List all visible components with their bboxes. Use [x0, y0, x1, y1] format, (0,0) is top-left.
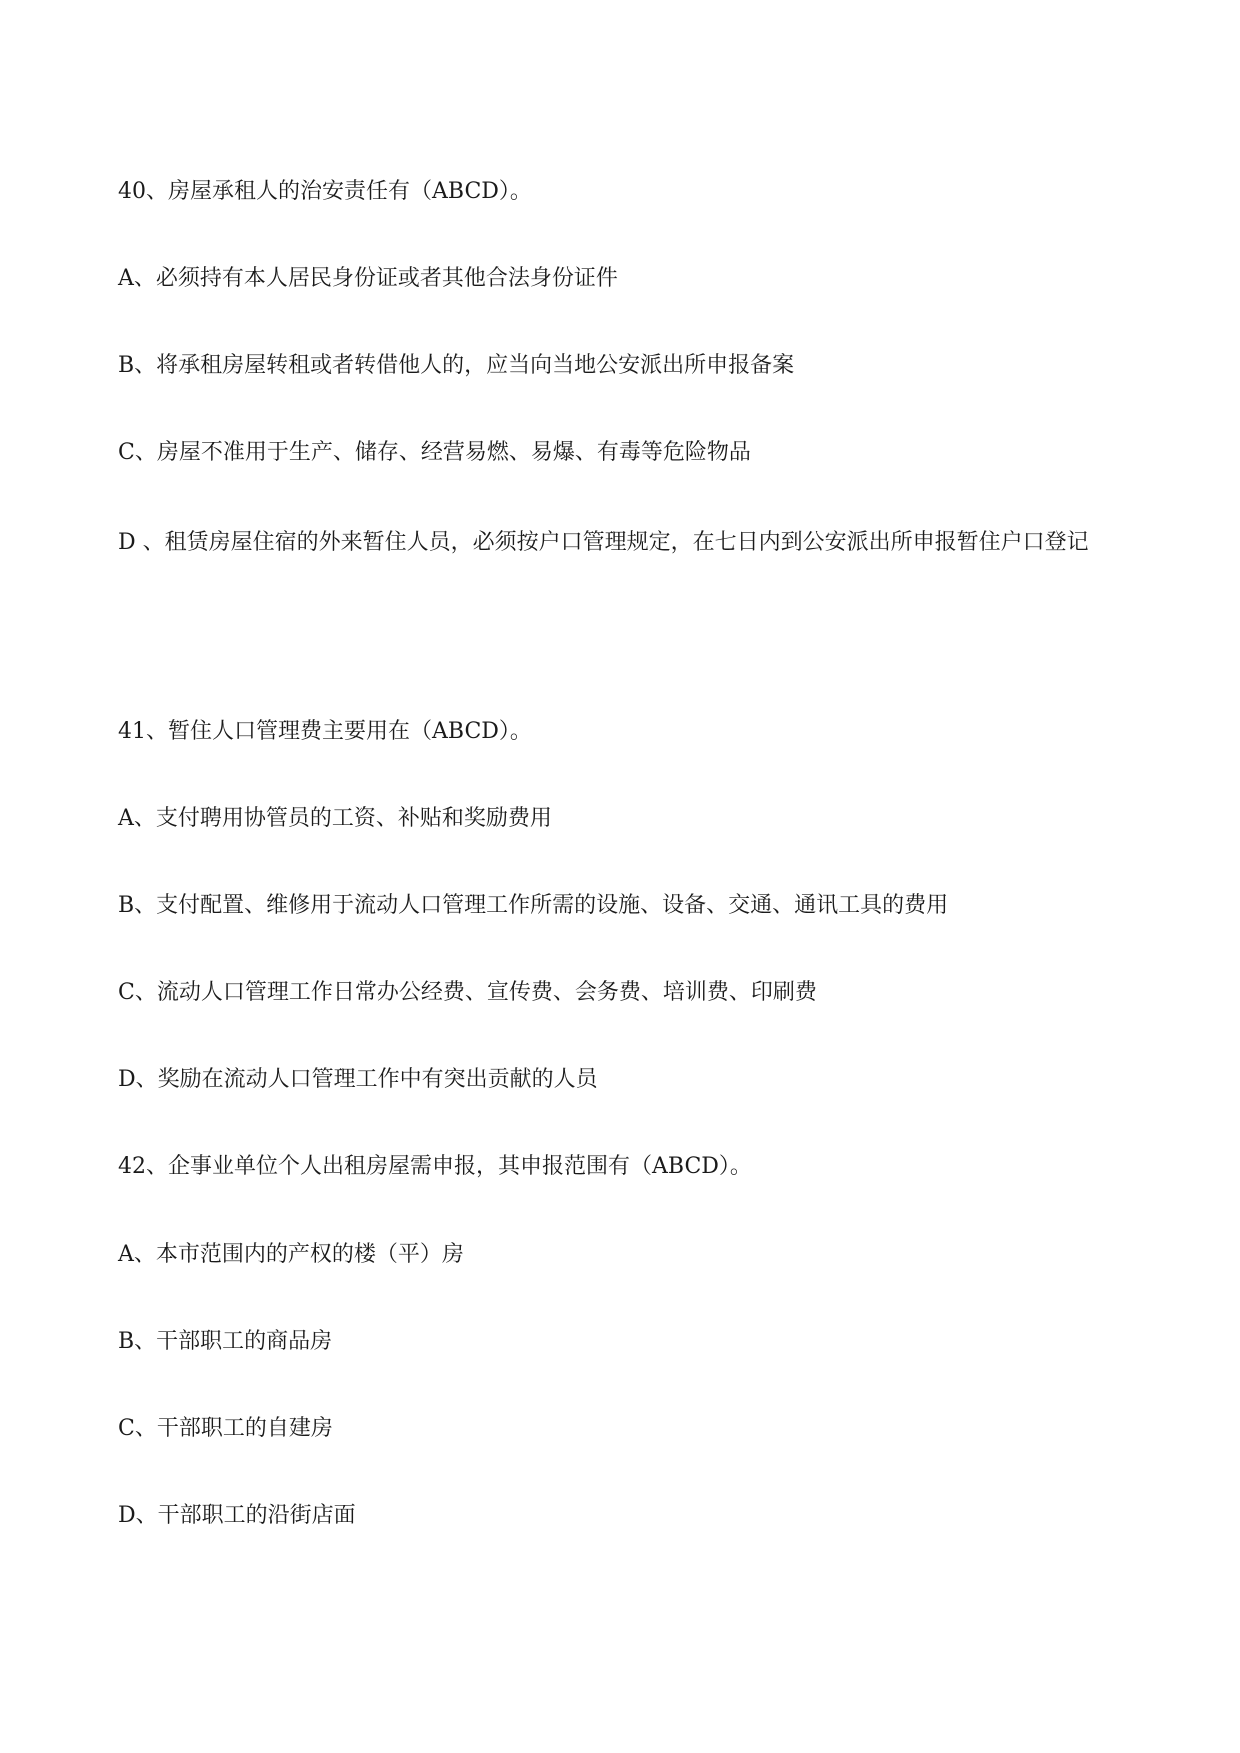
- question-40-stem: 40、房屋承租人的治安责任有（ABCD）。: [118, 179, 532, 204]
- question-42-option-c: C、干部职工的自建房: [118, 1416, 333, 1441]
- question-41-option-a: A、支付聘用协管员的工资、补贴和奖励费用: [118, 806, 552, 831]
- question-42-option-a: A、本市范围内的产权的楼（平）房: [118, 1242, 464, 1267]
- question-40-option-b: B、将承租房屋转租或者转借他人的，应当向当地公安派出所申报备案: [118, 353, 795, 378]
- question-40-option-c: C、房屋不准用于生产、储存、经营易燃、易爆、有毒等危险物品: [118, 440, 751, 465]
- question-40-option-d: D 、租赁房屋住宿的外来暂住人员，必须按户口管理规定，在七日内到公安派出所申报暂住户口登记: [118, 530, 1089, 555]
- question-41-option-d: D、奖励在流动人口管理工作中有突出贡献的人员: [118, 1067, 598, 1092]
- question-41-stem: 41、暂住人口管理费主要用在（ABCD）。: [118, 719, 532, 744]
- question-42-stem: 42、企事业单位个人出租房屋需申报，其申报范围有（ABCD）。: [118, 1154, 752, 1179]
- question-41-option-c: C、流动人口管理工作日常办公经费、宣传费、会务费、培训费、印刷费: [118, 980, 817, 1005]
- question-42-option-b: B、干部职工的商品房: [118, 1329, 333, 1354]
- question-42-option-d: D、干部职工的沿街店面: [118, 1503, 356, 1528]
- question-41-option-b: B、支付配置、维修用于流动人口管理工作所需的设施、设备、交通、通讯工具的费用: [118, 893, 949, 918]
- question-40-option-a: A、必须持有本人居民身份证或者其他合法身份证件: [118, 266, 618, 291]
